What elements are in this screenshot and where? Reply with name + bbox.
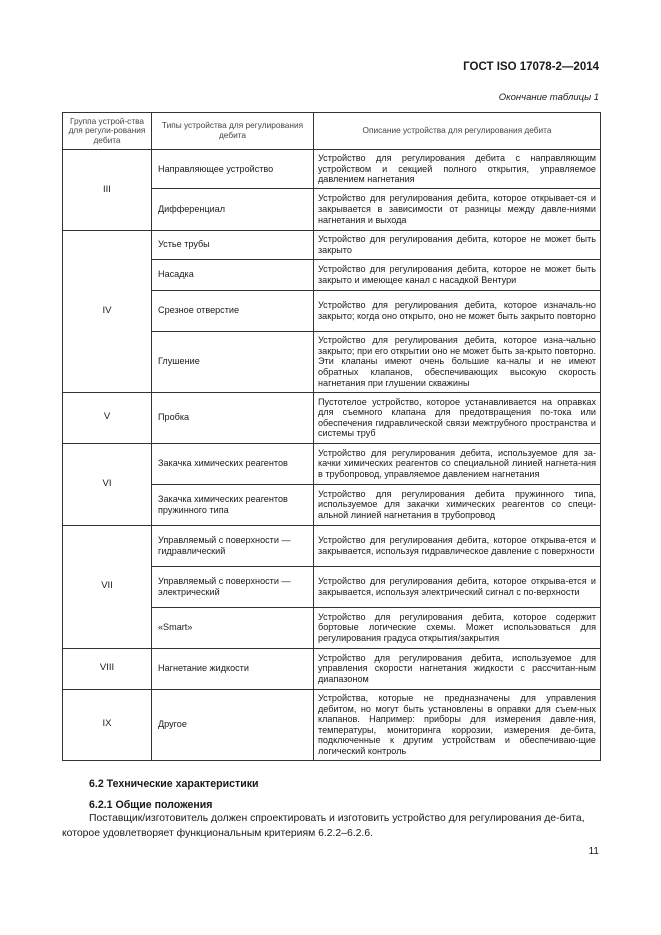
type-cell: Насадка [152,259,314,290]
type-cell: Другое [152,689,314,760]
table-row [63,689,601,760]
paragraph-text: Поставщик/изготовитель должен спроектировать и изготовить устройство для регулирования де-бита, которое удовлетворяет функциональным критериям 6.2.2–6.2.6. [62,813,585,839]
table-row [63,525,601,566]
table-caption: Окончание таблицы 1 [498,92,599,103]
header-description: Описание устройства для регулирования дебита [314,113,601,150]
type-cell: Дифференциал [152,188,314,230]
table-row [63,230,601,259]
type-cell: Управляемый с поверхности — гидравлический [152,525,314,566]
group-cell: IX [63,689,152,760]
type-cell: Глушение [152,331,314,392]
description-cell: Устройства, которые не предназначены для управления дебитом, но могут быть установлены в оправки для съем-ных клапанов. Например: приборы для измерения давле-ния, температуры, мониторинга коррозии, измерения де-бита, подключенные к другим устройствам и обеспечиваю-щие логический контроль [314,689,601,760]
type-cell: Устье трубы [152,230,314,259]
description-cell: Устройство для регулирования дебита, которое содержит бортовые логические схемы. Может использоваться для регулирования градуса открытия/закрытия [314,607,601,648]
section-heading-6-2-1: 6.2.1 Общие положения [89,799,213,811]
group-cell: III [63,150,152,231]
table-row [63,648,601,689]
table-row [63,150,601,189]
table-header-row [63,113,601,150]
device-table [62,112,601,761]
group-cell: VI [63,443,152,525]
type-cell: Управляемый с поверхности — электрический [152,566,314,607]
page-number: 11 [588,846,599,857]
table-row [63,392,601,443]
description-cell: Устройство для регулирования дебита пружинного типа, используемое для закачки химических реагентов со специ-альной линией нагнетания в трубопровод [314,484,601,525]
description-cell: Устройство для регулирования дебита, используемое для за-качки химических реагентов со специальной линией нагнета-ния в трубопровод, управляемое давлением нагнетания [314,443,601,484]
type-cell: Нагнетание жидкости [152,648,314,689]
description-cell: Пустотелое устройство, которое устанавливается на оправках для съемного клапана для предотвращения по-тока или обеспечения гидравлической связи межтрубного пространства и системы труб [314,392,601,443]
group-cell: VIII [63,648,152,689]
description-cell: Устройство для регулирования дебита с направляющим устройством и секцией полного открытия, управляемое давлением нагнетания [314,150,601,189]
description-cell: Устройство для регулирования дебита, которое изначаль-но закрыто; когда оно открыто, оно не может быть закрыто повторно [314,290,601,331]
type-cell: Срезное отверстие [152,290,314,331]
type-cell: Закачка химических реагентов [152,443,314,484]
description-cell: Устройство для регулирования дебита, которое не может быть закрыто и имеющее канал с насадкой Вентури [314,259,601,290]
header-type: Типы устройства для регулирования дебита [152,113,314,150]
description-cell: Устройство для регулирования дебита, используемое для управления скорости нагнетания жидкости с рассчитан-ным диапазоном [314,648,601,689]
section-heading-6-2: 6.2 Технические характеристики [89,778,259,790]
type-cell: Направляющее устройство [152,150,314,189]
group-cell: V [63,392,152,443]
type-cell: Закачка химических реагентов пружинного типа [152,484,314,525]
description-cell: Устройство для регулирования дебита, которое не может быть закрыто [314,230,601,259]
group-cell: IV [63,230,152,392]
description-cell: Устройство для регулирования дебита, которое изна-чально закрыто; при его открытии оно не может быть за-крыто повторно. Эти клапаны имеют очень большие ка-налы и не имеют обратных клапанов, обеспечивающих высокую скорость нагнетания при глушении скважины [314,331,601,392]
description-cell: Устройство для регулирования дебита, которое открыва-ется и закрывается, используя гидравлическое давление с поверхности [314,525,601,566]
table-row [63,443,601,484]
group-cell: VII [63,525,152,648]
body-paragraph [62,811,600,841]
type-cell: Пробка [152,392,314,443]
description-cell: Устройство для регулирования дебита, которое открывает-ся и закрывается в зависимости от разницы между давле-ниями нагнетания и выхода [314,188,601,230]
standard-number: ГОСТ ISO 17078-2—2014 [463,61,599,73]
description-cell: Устройство для регулирования дебита, которое открыва-ется и закрывается, используя электрический сигнал с по-верхности [314,566,601,607]
type-cell: «Smart» [152,607,314,648]
header-group: Группа устрой-ства для регули-рования дебита [63,113,152,150]
